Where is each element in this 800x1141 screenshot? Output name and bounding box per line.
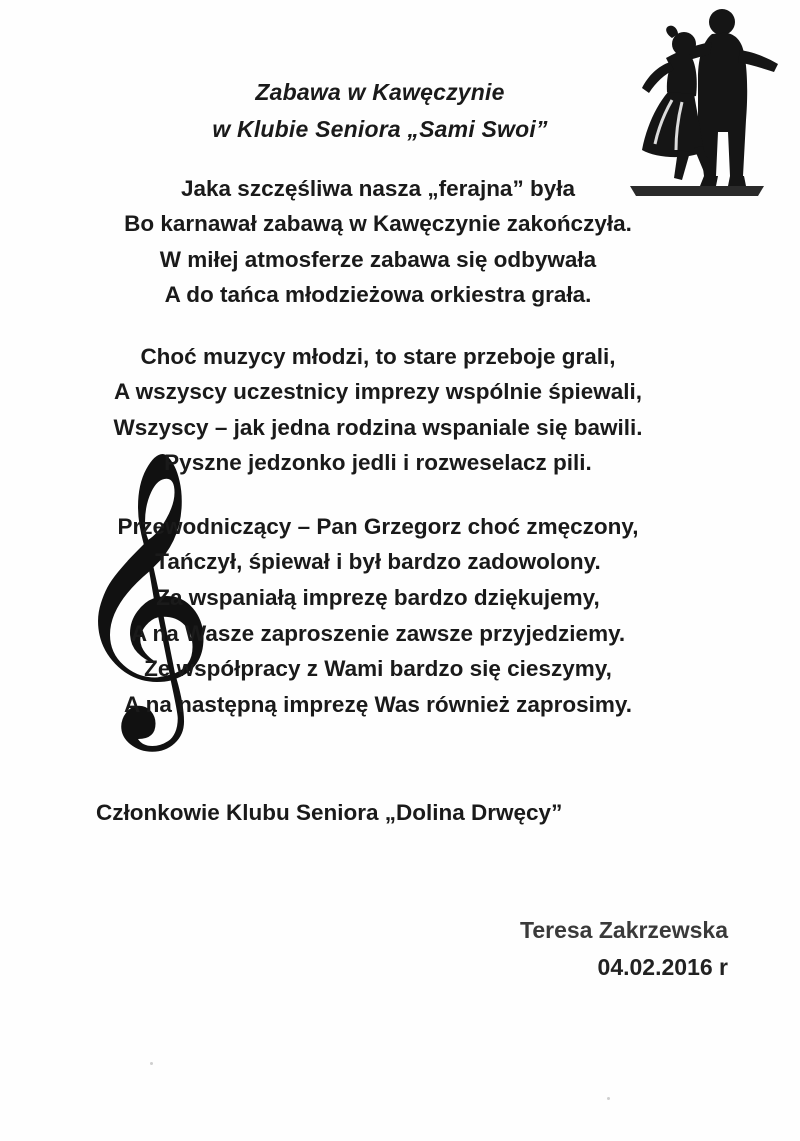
poem-line: A wszyscy uczestnicy imprezy wspólnie śpiewali, (113, 379, 643, 405)
poem-line: Przewodniczący – Pan Grzegorz choć zmęczony, (117, 513, 639, 539)
poem-line: Tańczył, śpiewał i był bardzo zadowolony. (155, 549, 601, 575)
poem-line: Pyszne jedzonko jedli i rozweselacz pili. (164, 450, 592, 476)
page-title (20, 74, 740, 149)
poem-line: Ze współpracy z Wami bardzo się cieszymy, (144, 656, 612, 682)
poem-line: A na Wasze zaproszenie zawsze przyjedziemy. (130, 620, 626, 646)
treble-clef-glyph: 𝄞 (68, 447, 216, 738)
poem-line: Bo karnawał zabawą w Kawęczynie zakończyła. (124, 211, 632, 237)
poem-line: A na następną imprezę Was również zaprosimy. (123, 691, 633, 717)
poem-line: A do tańca młodzieżowa orkiestra grała. (164, 282, 592, 308)
poem-line: W miłej atmosferze zabawa się odbywała (159, 246, 597, 272)
paper-speck (150, 1062, 153, 1065)
poem-stanza (18, 171, 738, 313)
poem-stanza (18, 339, 738, 481)
author-date: 04.02.2016 r (597, 953, 728, 980)
author-name: Teresa Zakrzewska (520, 917, 728, 943)
poem-line: Jaka szczęśliwa nasza „ferajna” była (181, 175, 575, 201)
poem-stanza (18, 509, 738, 722)
poem-line: Za wspaniałą imprezę bardzo dziękujemy, (156, 584, 600, 610)
poem-line: Wszyscy – jak jedna rodzina wspaniale się bawili. (113, 414, 643, 440)
poem-line: Choć muzycy młodzi, to stare przeboje grali, (140, 343, 616, 369)
paper-speck (607, 1097, 610, 1100)
club-signature: Członkowie Klubu Seniora „Dolina Drwęcy” (96, 800, 563, 825)
title-line-1: Zabawa w Kawęczynie (255, 79, 505, 105)
title-line-2: w Klubie Seniora „Sami Swoi” (212, 116, 548, 143)
author-block (520, 912, 728, 986)
